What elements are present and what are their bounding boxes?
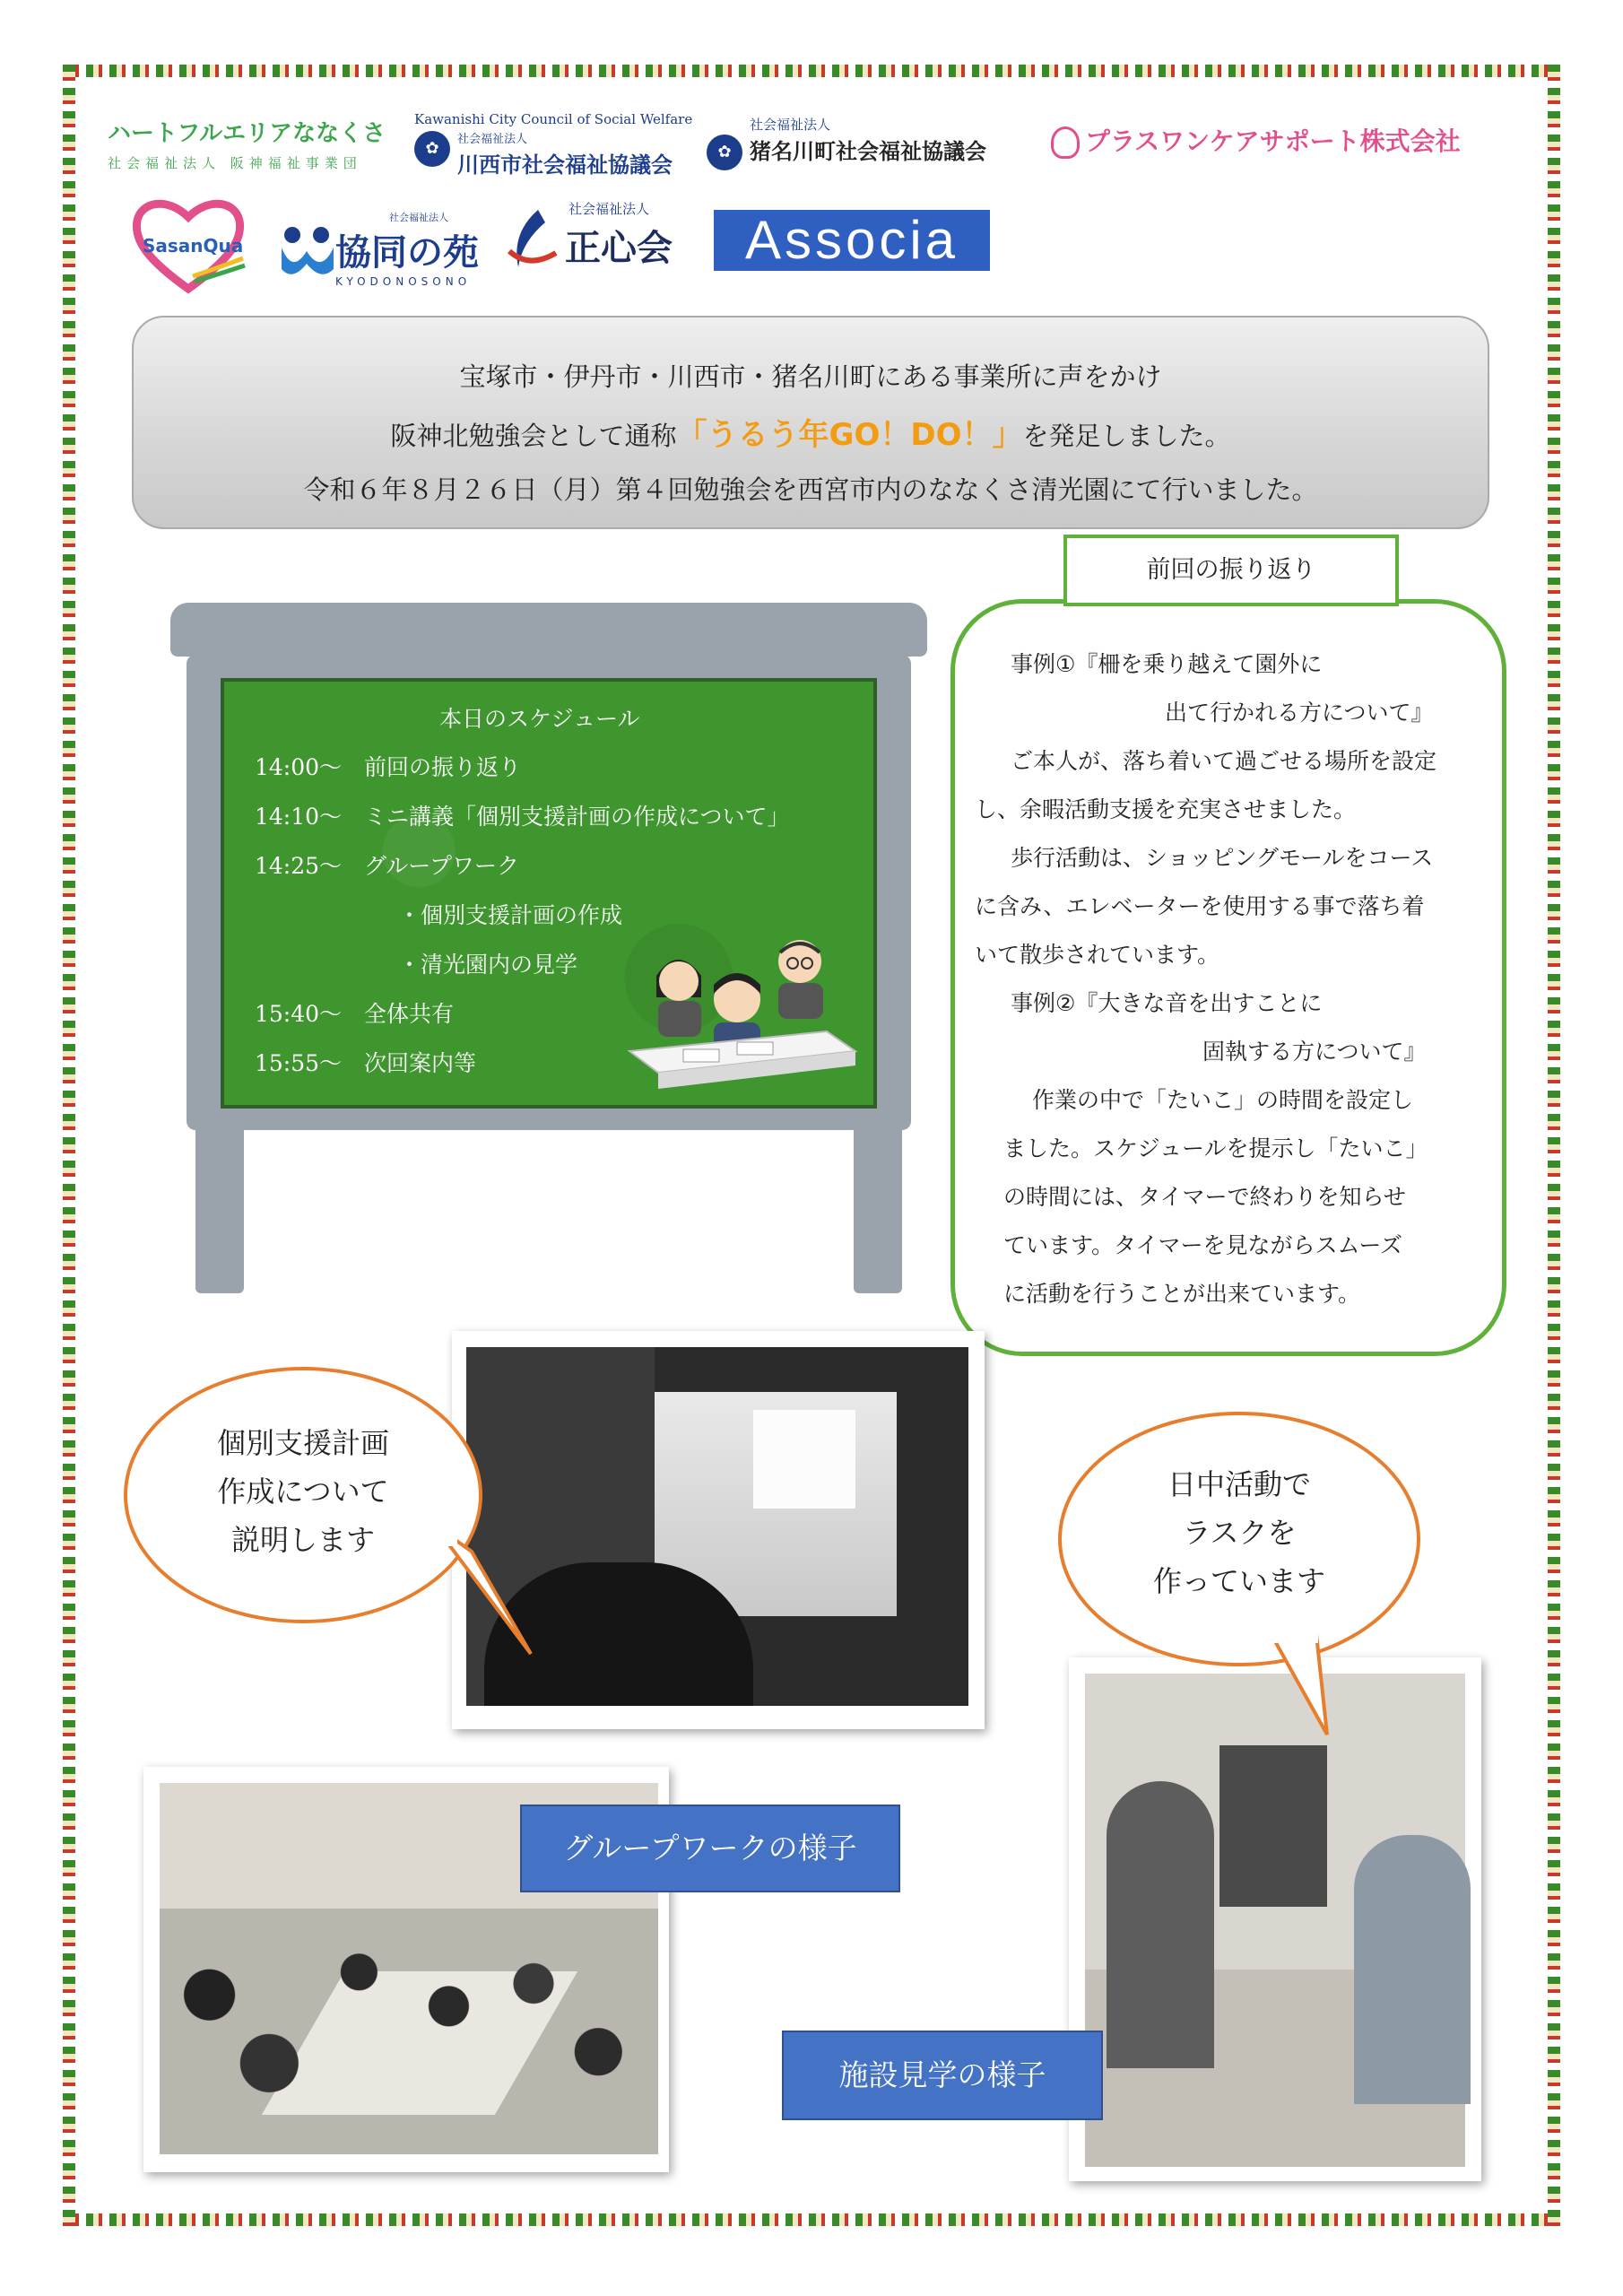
speech-bubble-left-tail: [430, 1525, 538, 1659]
logo-sasanqua-name: SasanQua: [143, 235, 244, 257]
schedule-row: [255, 848, 790, 898]
recap-line: 出て行かれる方について』: [1165, 700, 1434, 726]
inagawa-emblem-icon: ✿: [707, 135, 742, 170]
recap-box: [950, 599, 1506, 1356]
schedule-label: 前回の振り返り: [364, 754, 522, 780]
logo-kyodo-name: 協同の苑: [335, 232, 479, 274]
recap-line: 固執する方について』: [1202, 1039, 1427, 1065]
schedule-title: 本日のスケジュール: [439, 706, 640, 732]
logo-inagawa-type: 社会福祉法人: [750, 117, 831, 133]
logo-kawanishi-english: Kawanishi City Council of Social Welfare: [414, 111, 693, 127]
speech-bubble-right-tail: [1273, 1632, 1336, 1740]
schedule-time: 14:10〜: [255, 804, 343, 830]
bubble-right-line: 作っています: [1152, 1564, 1325, 1598]
recap-line: し、余暇活動支援を充実させました。: [975, 796, 1357, 822]
bubble-left-line: 個別支援計画: [216, 1426, 389, 1460]
board-top-rail: [170, 603, 927, 657]
schedule-row: [255, 799, 790, 848]
shoshinkai-swoosh-icon: [502, 206, 560, 271]
schedule-label: 全体共有: [364, 1001, 455, 1027]
logo-hartful-area-nanakusa: [108, 115, 386, 172]
logo-associa: Associa: [714, 210, 990, 271]
logo-plusone-name: プラスワンケアサポート株式会社: [1085, 126, 1461, 156]
logo-kawanishi: [414, 111, 692, 198]
recap-line: ています。タイマーを見ながらスムーズ: [1003, 1232, 1403, 1258]
recap-line: 歩行活動は、ショッピングモールをコース: [1011, 845, 1434, 871]
board-post-right: [854, 1130, 902, 1293]
logo-sasanqua: [130, 196, 256, 294]
intro-line-2-post: を発足しました。: [1022, 421, 1231, 451]
logo-shoshinkai-name: 正心会: [565, 228, 673, 269]
bubble-left-line: 説明します: [230, 1523, 375, 1557]
recap-line: に活動を行うことが出来ています。: [1003, 1281, 1361, 1307]
schedule-label: ・個別支援計画の作成: [398, 902, 623, 928]
logo-kyodo-type: 社会福祉法人: [389, 212, 448, 223]
intro-banner: [132, 316, 1489, 529]
logo-kawanishi-name: 川西市社会福祉協議会: [457, 152, 673, 178]
logo-hartful-name: ハートフルエリアななくさ: [108, 120, 386, 147]
bubble-left-line: 作成について: [217, 1474, 389, 1509]
logo-kyodonosono: [280, 210, 479, 288]
intro-line-2: [134, 410, 1488, 454]
caption-tour: 施設見学の様子: [782, 2031, 1103, 2120]
intro-line-1: 宝塚市・伊丹市・川西市・猪名川町にある事業所に声をかけ: [459, 361, 1162, 392]
speech-bubble-right-text: [1105, 1460, 1374, 1605]
decorative-border-left: [63, 65, 75, 2226]
recap-line: 事例①『柵を乗り越えて園外に: [1011, 651, 1323, 677]
bubble-right-line: 日中活動で: [1167, 1467, 1311, 1501]
intro-line-2-pre: 阪神北勉強会として通称: [390, 421, 677, 451]
schedule-label: ・清光園内の見学: [398, 952, 578, 978]
recap-tag: 前回の振り返り: [1063, 535, 1399, 606]
speech-bubble-left-text: [169, 1419, 438, 1564]
schedule-time: 14:25〜: [255, 853, 343, 879]
recap-line: に含み、エレベーターを使用する事で落ち着: [975, 893, 1425, 919]
logo-inagawa: [707, 115, 986, 170]
schedule-time: 15:40〜: [255, 1001, 343, 1027]
caption-group-work: グループワークの様子: [520, 1805, 900, 1892]
schedule-time: 15:55〜: [255, 1050, 343, 1076]
kawanishi-emblem-icon: ✿: [414, 131, 450, 167]
plusone-mark-icon: [1051, 126, 1080, 159]
schedule-label: ミニ講義「個別支援計画の作成について」: [364, 804, 790, 830]
decorative-border-bottom: [63, 2213, 1560, 2226]
recap-line: ました。スケジュールを提示し「たいこ」: [1003, 1135, 1428, 1161]
board-post-left: [195, 1130, 244, 1293]
logo-hartful-org: 社会福祉法人 阪神福祉事業団: [108, 155, 362, 171]
logo-shoshinkai-type: 社会福祉法人: [568, 201, 650, 217]
meeting-people-illustration: [621, 926, 863, 1105]
schedule-label: 次回案内等: [364, 1050, 477, 1076]
schedule-row: [255, 750, 790, 799]
recap-line: 作業の中で「たいこ」の時間を設定し: [1032, 1087, 1414, 1113]
intro-line-3: 令和６年８月２６日（月）第４回勉強会を西宮市内のななくさ清光園にて行いました。: [303, 474, 1318, 505]
schedule-label: グループワーク: [364, 853, 520, 879]
logo-plusone: [1051, 122, 1461, 159]
logo-kyodo-romaji: KYODONOSONO: [335, 275, 472, 288]
intro-nickname-highlight: 「うるう年GO！DO！」: [676, 417, 1023, 453]
logo-inagawa-name: 猪名川町社会福祉協議会: [750, 139, 986, 164]
decorative-border-top: [63, 65, 1560, 77]
logo-kawanishi-type: 社会福祉法人: [457, 133, 528, 146]
photo-lecture-image: [466, 1347, 968, 1706]
schedule-time: 14:00〜: [255, 754, 343, 780]
recap-line: いて散歩されています。: [975, 942, 1220, 968]
recap-line: 事例②『大きな音を出すことに: [1011, 990, 1323, 1016]
logo-shoshinkai: [502, 199, 673, 271]
bubble-right-line: ラスクを: [1182, 1516, 1297, 1550]
kyodo-people-icon: [280, 224, 335, 274]
photo-tour-image: [1085, 1674, 1465, 2167]
recap-line: の時間には、タイマーで終わりを知らせ: [1003, 1184, 1406, 1210]
recap-line: ご本人が、落ち着いて過ごせる場所を設定: [1011, 748, 1437, 774]
decorative-border-right: [1548, 65, 1560, 2226]
